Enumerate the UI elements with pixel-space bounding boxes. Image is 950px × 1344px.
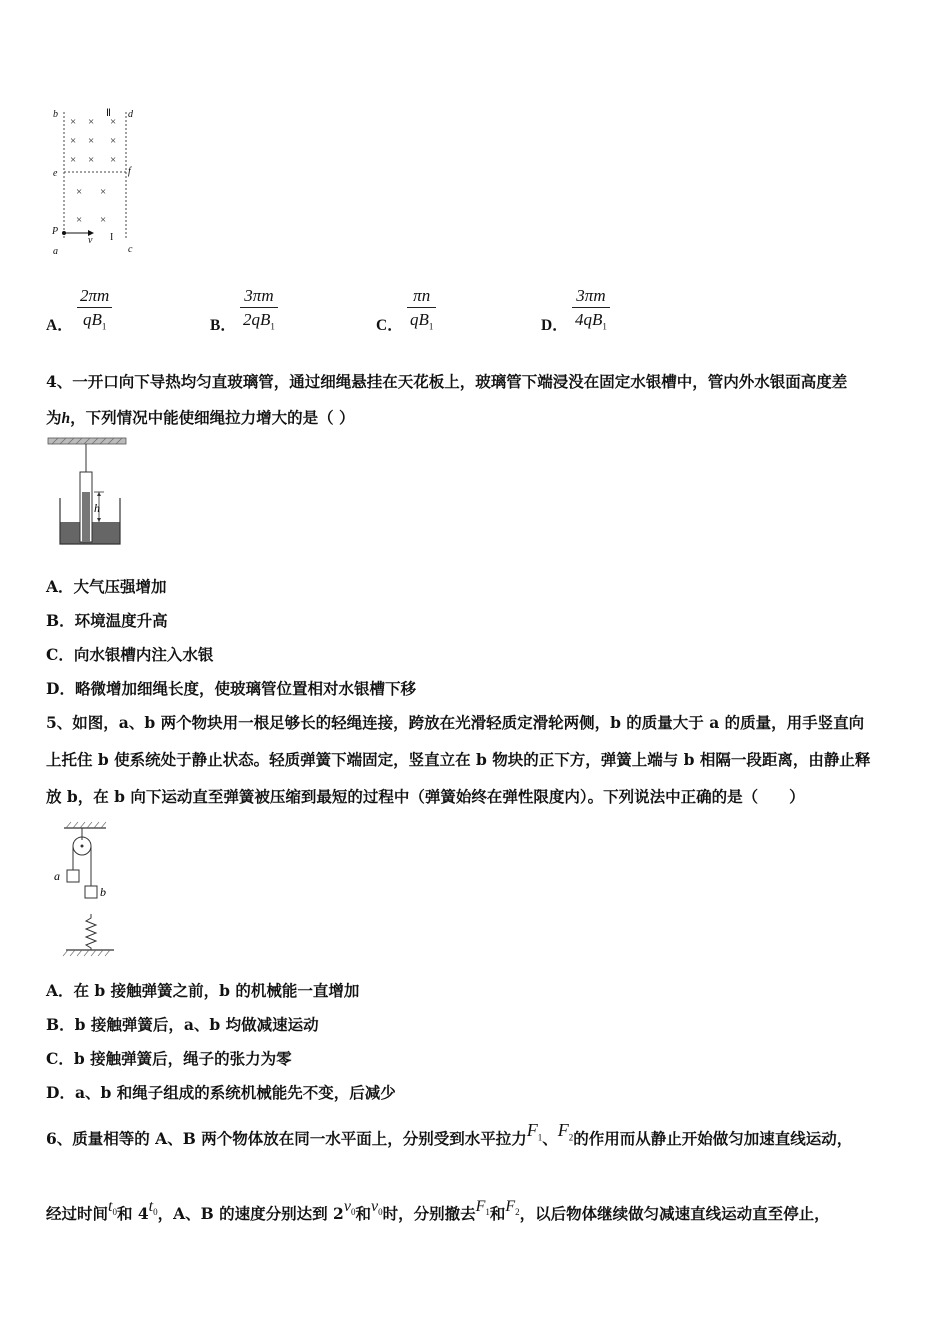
label-h: h [94,501,100,515]
q5-stem-line3: 放 b，在 b 向下运动直至弹簧被压缩到最短的过程中（弹簧始终在弹性限度内）。下列说法中正确的是（ ） [46,787,805,806]
cross-mark: × [70,116,77,128]
symbol-f2: $F_2$ [505,1198,520,1218]
q3-option-b-label: B． [210,317,236,334]
svg-text:×: × [70,154,77,166]
q3-option-c-fraction: $\frac{\pi n}{qB_1}$ [407,285,436,338]
q3-option-c-label: C． [376,317,403,334]
symbol-t0: $t_0$ [108,1198,117,1218]
svg-text:×: × [110,135,117,147]
label-d: d [128,109,133,120]
label-f: f [128,166,131,177]
magnetic-field-figure [48,100,148,260]
q3-option-b-fraction: $\frac{3\pi m}{2qB_1}$ [240,285,278,338]
svg-text:×: × [110,116,117,128]
label-b: b [100,885,106,899]
q3-option-a-label: A． [46,317,73,334]
label-region-two: Ⅱ [106,108,111,119]
q5-stem-line2: 上托住 b 使系统处于静止状态。轻质弹簧下端固定，竖直立在 b 物块的正下方，弹簧上端与 b 相隔一段距离，由静止释 [46,750,871,769]
q6-stem-line1: 6、质量相等的 A、B 两个物体放在同一水平面上，分别受到水平拉力$F_1$、$F_2$的作用而从静止开始做匀加速直线运动， [46,1120,853,1148]
q5-option-d: D．a、b 和绳子组成的系统机械能先不变，后减少 [46,1083,396,1102]
symbol-v0: $v_0$ [370,1198,383,1218]
svg-text:×: × [76,186,83,198]
q6-stem-line2: 经过时间$t_0$和 $4t_0$，A、B 的速度分别达到 $2v_0$和$v_0$时，分别撤去$F_1$和$F_2$，以后物体继续做匀减速直线运动直至停止， [46,1198,830,1223]
label-b: b [53,109,58,120]
q4-option-c: C．向水银槽内注入水银 [46,645,214,664]
svg-text:×: × [110,154,117,166]
symbol-v0: $v_0$ [343,1198,356,1218]
q4-option-a: A．大气压强增加 [46,577,167,596]
label-c: c [128,244,133,255]
svg-text:×: × [100,214,107,226]
q3-option-a-fraction: $\frac{2\pi m}{qB_1}$ [77,285,112,338]
q5-option-c: C．b 接触弹簧后，绳子的张力为零 [46,1049,292,1068]
q5-stem-line1: 5、如图，a、b 两个物块用一根足够长的轻绳连接，跨放在光滑轻质定滑轮两侧，b 的质量大于 a 的质量，用手竖直向 [46,713,865,732]
q4-option-d: D．略微增加细绳长度，使玻璃管位置相对水银槽下移 [46,679,416,698]
pulley-spring-figure [50,816,130,962]
svg-text:×: × [76,214,83,226]
symbol-f2: $F_2$ [557,1120,574,1143]
label-a: a [54,869,60,883]
svg-text:×: × [88,135,95,147]
label-a: a [53,246,58,257]
mercury-tube-figure [44,436,134,550]
svg-text:×: × [88,116,95,128]
label-p: P [52,226,59,237]
label-v: v [88,235,93,246]
q5-option-b: B．b 接触弹簧后，a、b 均做减速运动 [46,1015,319,1034]
q3-option-d-fraction: $\frac{3\pi m}{4qB_1}$ [572,285,610,338]
q4-stem-line1: 4、一开口向下导热均匀直玻璃管，通过细绳悬挂在天花板上，玻璃管下端浸没在固定水银槽中，管内外水银面高度差 [46,372,848,391]
symbol-t0: $t_0$ [148,1198,158,1218]
q4-stem-line2: 为h，下列情况中能使细绳拉力增大的是（ ） [46,408,355,427]
svg-text:×: × [70,135,77,147]
q3-option-d-label: D． [541,317,568,334]
label-region-one: I [110,232,114,243]
svg-text:×: × [88,154,95,166]
symbol-f1: $F_1$ [526,1120,543,1143]
label-e: e [53,168,58,179]
svg-text:×: × [100,186,107,198]
q4-option-b: B．环境温度升高 [46,611,168,630]
q5-option-a: A．在 b 接触弹簧之前，b 的机械能一直增加 [46,981,360,1000]
symbol-f1: $F_1$ [475,1198,490,1218]
